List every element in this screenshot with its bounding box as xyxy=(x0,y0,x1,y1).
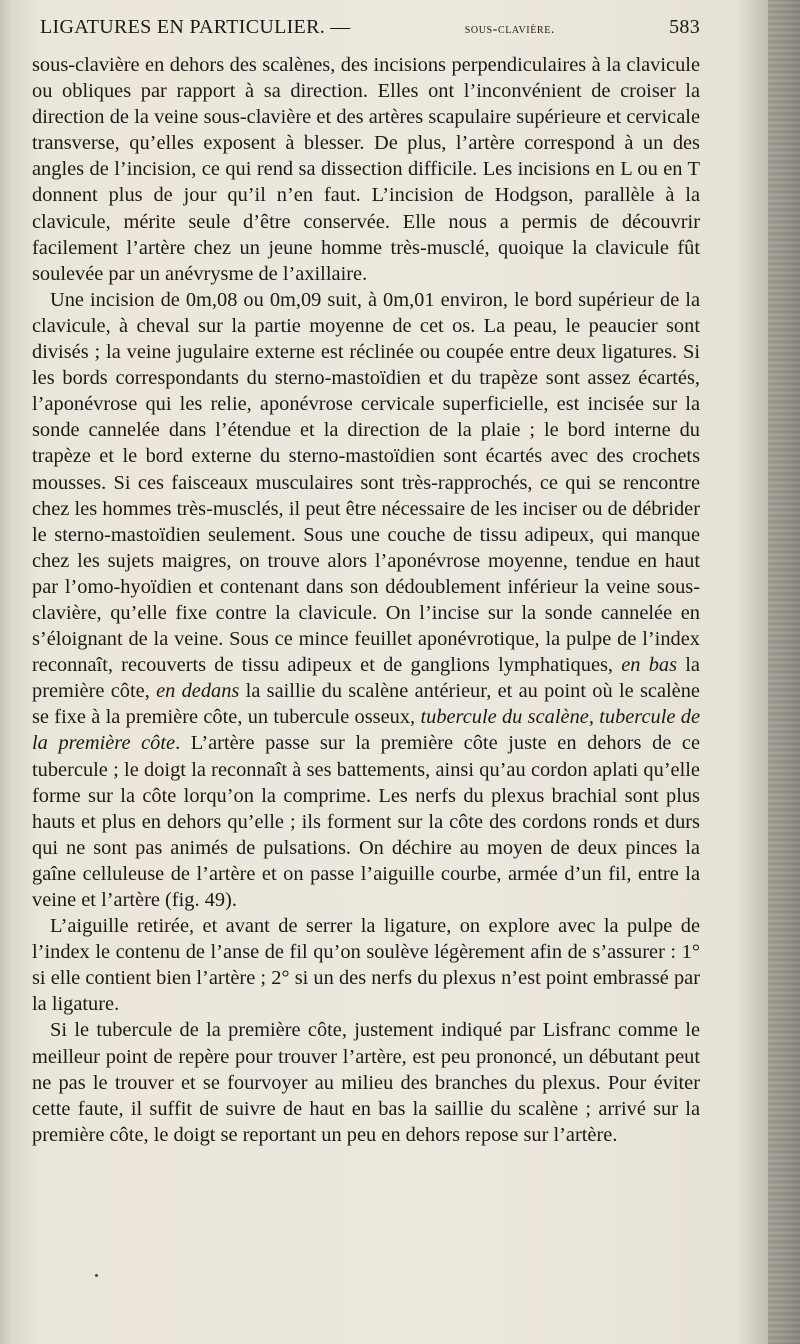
paragraph xyxy=(32,913,700,1017)
paragraph xyxy=(32,287,700,913)
text-run: la première côte, xyxy=(32,654,700,703)
text-run: la saillie du scalène antérieur, et au point où le scalène se fixe à la première côte, un tubercule osseux, xyxy=(32,680,700,729)
text-run: . L’artère passe sur la première côte juste en dehors de ce tubercule ; le doigt la reconnaît à ses battements, ainsi qu’au cordon aplati qu’elle forme sur la côte lorqu’on la comprime. Les nerfs du plexus brachial sont plus hauts et plus en dehors qu’elle ; ils forment sur la côte des cordons ronds et durs qui ne sont pas animés de pulsations. On déchire au moyen de deux pinces la gaîne celluleuse de l’artère et on passe l’aiguille courbe, armée d’un fil, entre la veine et l’artère (fig. 49). xyxy=(32,732,700,911)
text-run: L’aiguille retirée, et avant de serrer la ligature, on explore avec la pulpe de l’index le contenu de l’anse de fil qu’on soulève légèrement afin de s’assurer : 1° si elle contient bien l’artère ; 2° si un des nerfs du plexus n’est point embrassé par la ligature. xyxy=(32,915,700,1016)
italic-text: en dedans xyxy=(156,680,240,703)
italic-text: tubercule du scalène, tubercule de la première côte xyxy=(32,706,700,755)
page-number: 583 xyxy=(669,16,700,38)
body-text xyxy=(32,52,700,1148)
paragraph xyxy=(32,52,700,287)
text-run: Si le tubercule de la première côte, justement indiqué par Lisfranc comme le meilleur point de repère pour trouver l’artère, est peu prononcé, un débutant peut ne pas le trouver et se fourvoyer au milieu des branches du plexus. Pour éviter cette faute, il suffit de suivre de haut en bas la saillie du scalène ; arrivé sur la première côte, le doigt se reportant un peu en dehors repose sur l’artère. xyxy=(32,1019,700,1146)
text-run: sous-clavière en dehors des scalènes, des incisions perpendiculaires à la clavicule ou obliques par rapport à sa direction. Elles ont l’inconvénient de croiser la direction de la veine sous-clavière et des artères scapulaire supérieure et cervicale transverse, qu’elles exposent à blesser. De plus, l’artère correspond à un des angles de l’incision, ce qui rend sa dissection difficile. Les incisions en L ou en T donnent plus de jour qu’il n’en faut. L’incision de Hodgson, parallèle à la clavicule, mérite seule d’être conservée. Elle nous a permis de découvrir facilement l’artère chez un jeune homme très-musclé, quoique la clavicule fût soulevée par un anévrysme de l’axillaire. xyxy=(32,54,700,285)
italic-text: en bas xyxy=(621,654,678,677)
paragraph xyxy=(32,1017,700,1147)
running-header xyxy=(40,16,700,46)
header-title: LIGATURES EN PARTICULIER. — xyxy=(40,16,351,38)
book-spine-shadow xyxy=(768,0,800,1344)
text-run: Une incision de 0m,08 ou 0m,09 suit, à 0m,01 environ, le bord supérieur de la clavicule, à cheval sur la partie moyenne de cet os. La peau, le peaucier sont divisés ; la veine jugulaire externe est réclinée ou coupée entre deux ligatures. Si les bords correspondants du sterno-mastoïdien et du trapèze sont assez écartés, l’aponévrose qui les relie, aponévrose cervicale superficielle, est incisée sur la sonde cannelée dans l’étendue et la direction de la plaie ; le bord interne du trapèze et le bord externe du sterno-mastoïdien sont écartés avec des crochets mousses. Si ces faisceaux musculaires sont très-rapprochés, ce qui se rencontre chez les hommes très-musclés, il peut être nécessaire de les inciser ou de débrider le sterno-mastoïdien seulement. Sous une couche de tissu adipeux, qui manque chez les sujets maigres, on trouve alors l’aponévrose moyenne, tendue en haut par l’omo-hyoïdien et contenant dans son dédoublement inférieur la veine sous-clavière, qu’elle fixe contre la clavicule. On l’incise sur la sonde cannelée en s’éloignant de la veine. Sous ce mince feuillet aponévrotique, la pulpe de l’index reconnaît, recouverts de tissu adipeux et de ganglions lymphatiques, xyxy=(32,288,700,677)
header-subtitle: sous-clavière. xyxy=(464,22,555,37)
ink-speck xyxy=(95,1274,98,1277)
